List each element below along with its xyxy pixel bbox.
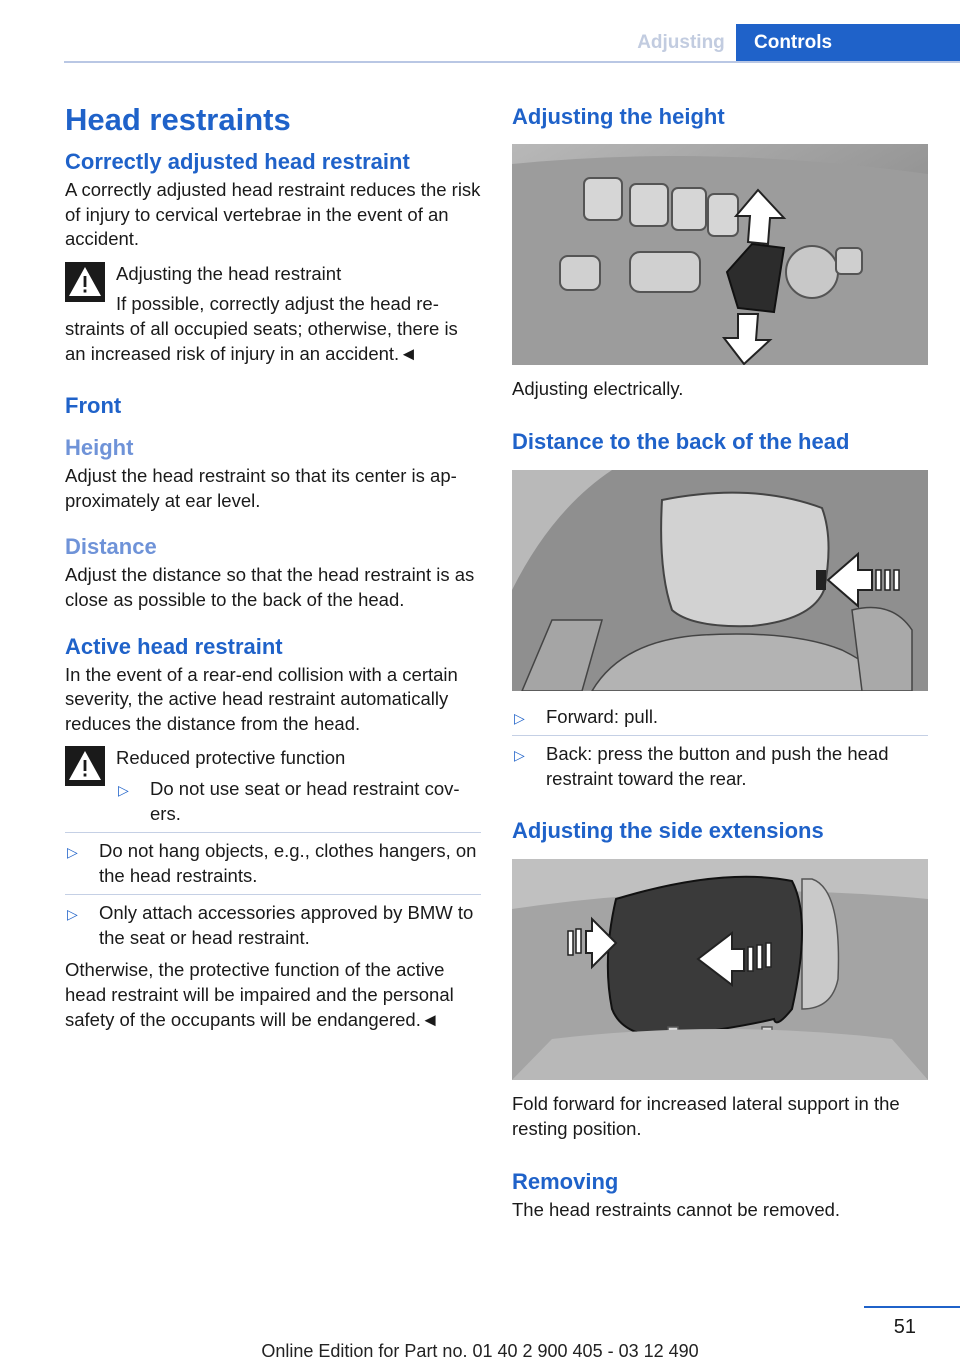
page-number: 51 — [893, 1316, 916, 1338]
height-caption: Adjusting electrically. — [512, 378, 684, 399]
back-list — [512, 705, 928, 730]
list-divider — [65, 832, 481, 833]
list-divider — [512, 735, 928, 736]
triangle-bullet-icon: ▷ — [514, 709, 525, 726]
list-divider — [65, 894, 481, 895]
warning-triangle-icon — [65, 262, 105, 302]
head-restraint-photo — [512, 470, 928, 691]
distance-text: Adjust the distance so that the head restraint is as close as possible to the back of the head. — [65, 564, 475, 610]
active-heading: Active head restraint — [65, 633, 283, 659]
page-title: Head restraints — [65, 102, 291, 137]
warning-adjusting — [65, 262, 481, 366]
warning-list-cont — [65, 839, 481, 888]
list-item: ▷ Back: press the button and push the head restraint toward the rear. — [514, 743, 889, 789]
warning-line: If possible, correctly adjust the head re‐ — [116, 293, 439, 315]
seat-controls-photo — [512, 144, 928, 365]
height-text: Adjust the head restraint so that its center is ap‐ proximately at ear level. — [65, 465, 457, 511]
side-heading: Adjusting the side extensions — [512, 818, 824, 844]
list-item: ▷ Only attach accessories approved by BMW to the seat or head restraint. — [67, 902, 474, 948]
warning-continuation: straints of all occupied seats; otherwise, there is an increased risk of injury in an accident.◄ — [65, 317, 458, 364]
header-chapter-tab: Controls — [736, 24, 960, 62]
side-caption: Fold forward for increased lateral support in the resting position. — [512, 1093, 900, 1139]
correct-heading: Correctly adjusted head restraint — [65, 149, 410, 174]
active-text: In the event of a rear-end collision with a certain severity, the active head restraint automatically reduces the distance from the head. — [65, 663, 458, 734]
triangle-bullet-icon: ▷ — [514, 747, 525, 764]
removing-heading: Removing — [512, 1168, 619, 1194]
back-heading: Distance to the back of the head — [512, 428, 850, 454]
triangle-bullet-icon: ▷ — [67, 906, 78, 923]
triangle-bullet-icon: ▷ — [118, 781, 129, 798]
height-heading: Height — [65, 435, 134, 461]
correct-text: A correctly adjusted head restraint reduces the risk of injury to cervical vertebrae in the event of an accident. — [65, 179, 481, 250]
warning-closing: Otherwise, the protective function of the active head restraint will be impaired and the personal safety of the occupants will be endangered.◄ — [65, 959, 454, 1030]
warning-triangle-icon — [65, 746, 105, 786]
list-item: ▷ Forward: pull. — [512, 705, 928, 730]
warning-title: Adjusting the head restraint — [116, 262, 342, 284]
edition-footer: Online Edition for Part no. 01 40 2 900 405 - 03 12 490 — [261, 1341, 699, 1361]
left-column — [65, 100, 481, 1032]
height-adjust-heading: Adjusting the height — [512, 104, 725, 129]
distance-heading: Distance — [65, 534, 157, 560]
warning-protective — [65, 746, 481, 826]
right-column — [512, 100, 928, 1222]
header-section-label: Adjusting — [637, 32, 725, 53]
header-divider — [64, 61, 960, 63]
warning-title: Reduced protective function — [116, 747, 346, 769]
footer-divider — [864, 1306, 960, 1308]
side-extension-photo — [512, 859, 928, 1080]
front-heading: Front — [65, 393, 122, 419]
triangle-bullet-icon: ▷ — [67, 844, 78, 861]
removing-text: The head restraints cannot be removed. — [512, 1198, 841, 1220]
list-item: ▷ Do not use seat or head restraint cov‐ ers. — [118, 777, 460, 824]
header-tabs — [626, 24, 960, 62]
list-item: ▷ Do not hang objects, e.g., clothes hangers, on the head restraints. — [67, 840, 477, 886]
warning-list — [116, 777, 481, 826]
